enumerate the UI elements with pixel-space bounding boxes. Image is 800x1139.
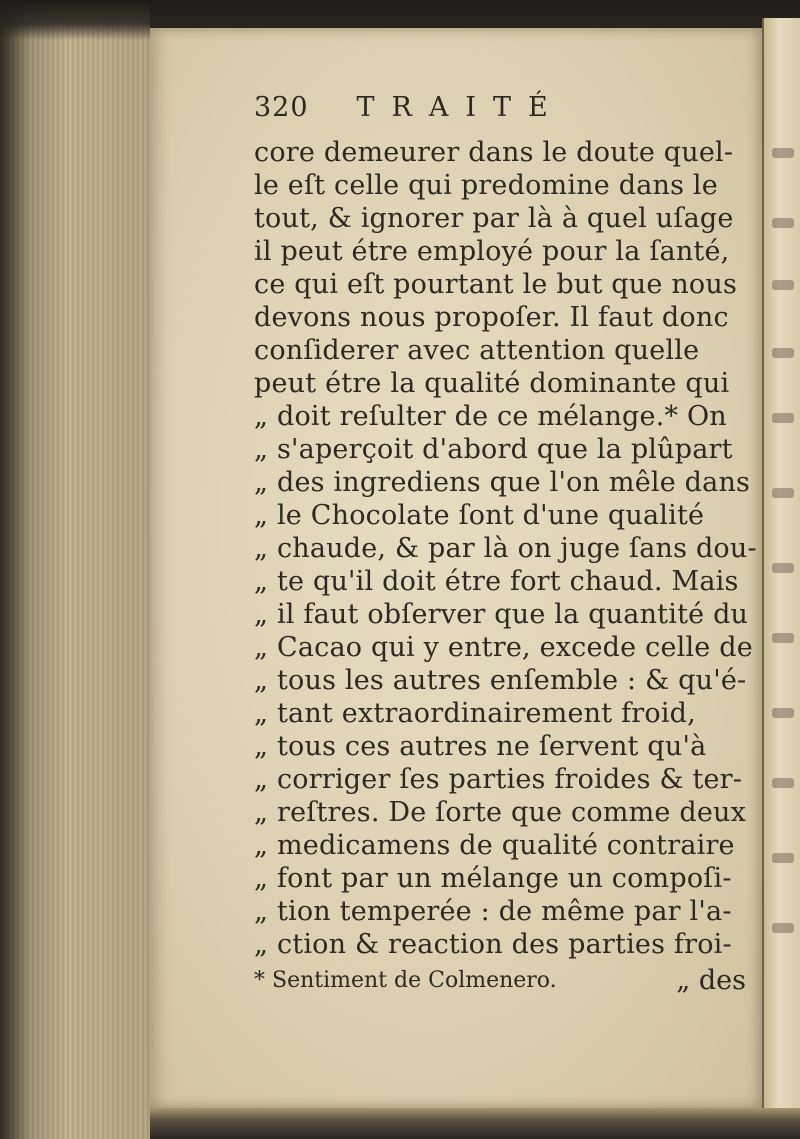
- bleed-through-mark: [772, 148, 794, 158]
- text-line: „ corriger ſes parties froides & ter-: [254, 764, 743, 795]
- page-header: [254, 92, 754, 136]
- page-number: 320: [254, 92, 309, 123]
- running-head: TRAITÉ: [356, 92, 565, 123]
- text-line: „ tion temperée : de même par l'a-: [254, 896, 732, 927]
- bleed-through-mark: [772, 280, 794, 290]
- facing-page-edge: [762, 18, 800, 1118]
- bleed-through-mark: [772, 563, 794, 573]
- bleed-through-mark: [772, 218, 794, 228]
- footnote-row: [254, 963, 754, 999]
- bleed-through-mark: [772, 488, 794, 498]
- text-line: „ chaude, & par là on juge ſans dou-: [254, 533, 757, 564]
- text-line: „ le Chocolate ſont d'une qualité: [254, 500, 705, 531]
- text-line: tout, & ignorer par là à quel uſage: [254, 203, 734, 234]
- text-line: „ doit reſulter de ce mélange.* On: [254, 401, 727, 432]
- bleed-through-mark: [772, 413, 794, 423]
- text-line: „ tous ces autres ne ſervent qu'à: [254, 731, 707, 762]
- bleed-through-mark: [772, 633, 794, 643]
- text-line: „ il faut obſerver que la quantité du: [254, 599, 749, 630]
- text-line: „ s'aperçoit d'abord que la plûpart: [254, 434, 733, 465]
- bleed-through-mark: [772, 778, 794, 788]
- text-line: „ reſtres. De ſorte que comme deux: [254, 797, 747, 828]
- text-line: „ ction & reaction des parties froi-: [254, 929, 732, 960]
- bleed-through-mark: [772, 708, 794, 718]
- body-text: [254, 136, 757, 961]
- text-line: ce qui eſt pourtant le but que nous: [254, 269, 738, 300]
- text-line: „ font par un mélange un compoſi-: [254, 863, 732, 894]
- text-line: „ des ingrediens que l'on mêle dans: [254, 467, 751, 498]
- footnote: * Sentiment de Colmenero.: [254, 968, 557, 993]
- text-line: peut étre la qualité dominante qui: [254, 368, 730, 399]
- bleed-through-mark: [772, 348, 794, 358]
- catchword: „ des: [676, 965, 746, 996]
- text-line: „ tous les autres enſemble : & qu'é-: [254, 665, 747, 696]
- text-line: le eſt celle qui predomine dans le: [254, 170, 718, 201]
- text-line: core demeurer dans le doute quel-: [254, 137, 734, 168]
- bleed-through-mark: [772, 923, 794, 933]
- text-line: „ te qu'il doit étre fort chaud. Mais: [254, 566, 739, 597]
- text-line: il peut étre employé pour la ſanté,: [254, 236, 730, 267]
- text-line: „ tant extraordinairement froid,: [254, 698, 696, 729]
- left-page-edges: [0, 0, 150, 1139]
- text-line: „ Cacao qui y entre, excede celle de: [254, 632, 753, 663]
- text-line: devons nous propoſer. Il faut donc: [254, 302, 729, 333]
- bottom-edge: [150, 1108, 800, 1139]
- text-line: „ medicamens de qualité contraire: [254, 830, 735, 861]
- page-text: [254, 92, 757, 999]
- bleed-through-mark: [772, 853, 794, 863]
- text-line: conſiderer avec attention quelle: [254, 335, 700, 366]
